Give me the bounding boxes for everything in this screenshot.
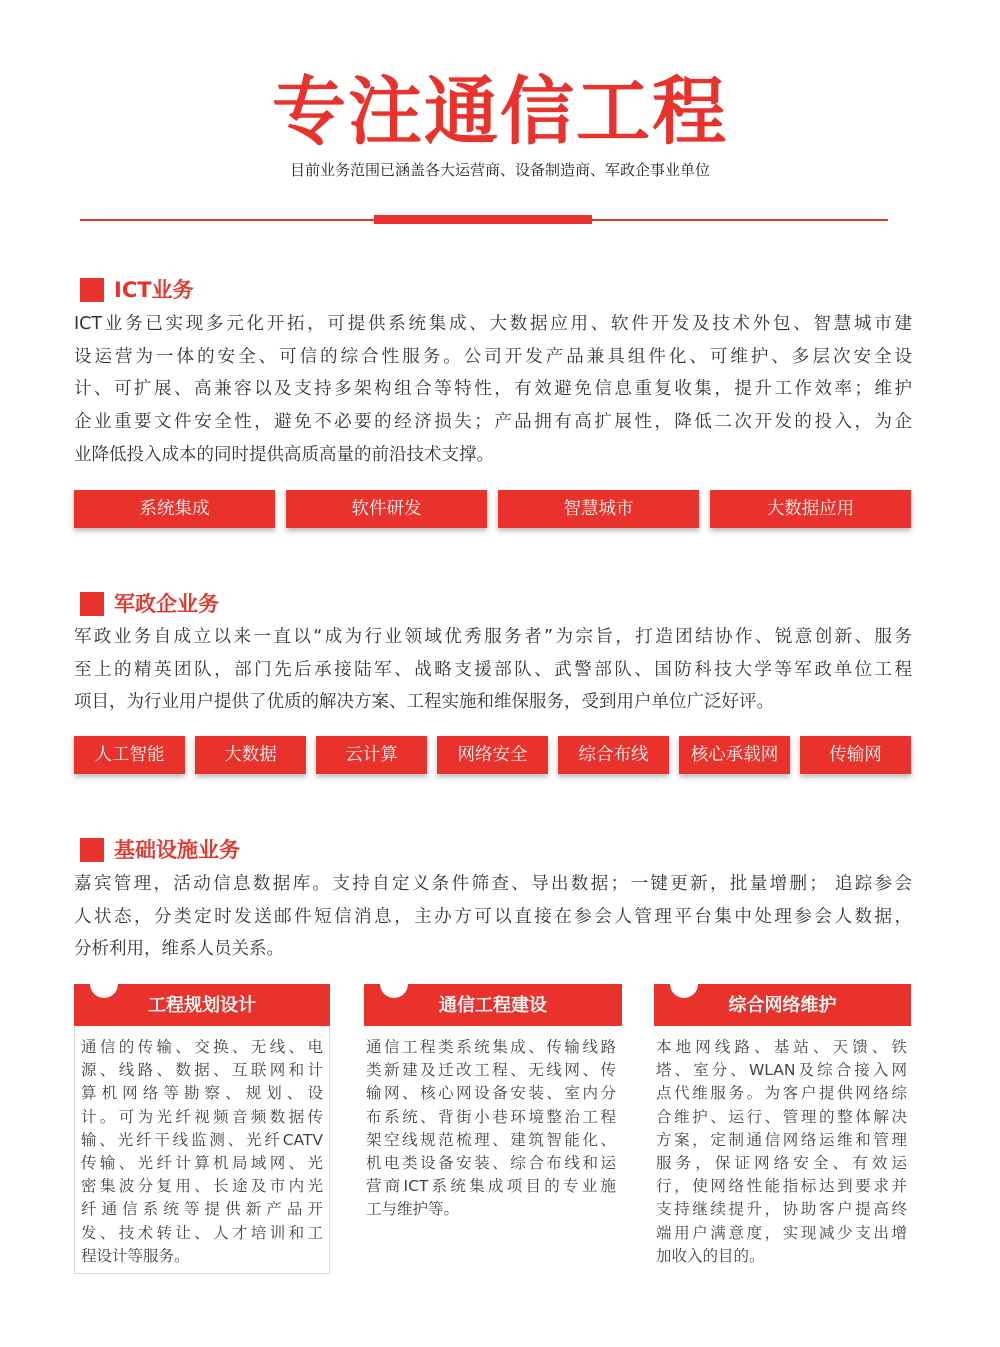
- card-line: 架空线规范梳理、建筑智能化、: [366, 1130, 616, 1149]
- tag-network-security: 网络安全: [437, 736, 548, 774]
- card-line: 算机网络等勘察、规划、设: [81, 1084, 323, 1103]
- card-line: 工与维护等。: [366, 1200, 460, 1219]
- card-title: 通信工程建设: [439, 995, 547, 1016]
- card-line: 本地网线路、基站、天馈、铁: [656, 1038, 907, 1056]
- card-comm-construction-body: [364, 1026, 622, 1274]
- paragraph-line: 设运营为一体的安全、可信的综合性服务。公司开发产品兼具组件化、可维护、多层次安全设: [74, 346, 912, 367]
- section-ict-heading: [80, 276, 194, 304]
- paragraph-line: 至上的精英团队，部门先后承接陆军、战略支援部队、武警部队、国防科技大学等军政单位工程: [74, 659, 912, 680]
- card-line: 通信工程类系统集成、传输线路: [366, 1038, 616, 1056]
- section-military-heading: [80, 590, 219, 618]
- tag-big-data: 大数据: [195, 736, 306, 774]
- card-line: 点代维服务。为客户提供网络综: [656, 1084, 907, 1103]
- card-line: 密集波分复用、长途及市内光: [81, 1177, 323, 1196]
- card-line: 行，使网络性能指标达到要求并: [656, 1177, 907, 1196]
- paragraph-line: 军政业务自成立以来一直以“成为行业领域优秀服务者”为宗旨，打造团结协作、锐意创新、服务: [74, 627, 912, 647]
- section-marker-icon: [80, 278, 104, 302]
- paragraph-line: 业降低投入成本的同时提供高质高量的前沿技术支撑。: [74, 444, 494, 465]
- section-military-paragraph: [74, 621, 912, 719]
- card-line: 类新建及迁改工程、无线网、传: [366, 1061, 616, 1080]
- section-military-title: 军政企业务: [114, 592, 219, 616]
- tag-cabling: 综合布线: [558, 736, 669, 774]
- card-line: 输、光纤干线监测、光纤CATV: [81, 1130, 323, 1149]
- card-line: 计。可为光纤视频音频数据传: [81, 1107, 323, 1126]
- section-ict-title: ICT业务: [114, 278, 194, 302]
- section-marker-icon: [80, 838, 104, 862]
- card-line: 源、线路、数据、互联网和计: [81, 1061, 323, 1080]
- card-line: 程设计等服务。: [81, 1246, 190, 1265]
- tag-ai: 人工智能: [74, 736, 185, 774]
- card-line: 纤通信系统等提供新产品开: [81, 1200, 323, 1219]
- card-line: 布系统、背街小巷环境整治工程: [366, 1107, 616, 1126]
- paragraph-line: 分析利用，维系人员关系。: [74, 939, 284, 960]
- card-network-maintenance-header: [654, 984, 911, 1026]
- card-notch: [670, 984, 698, 998]
- tag-smart-city: 智慧城市: [498, 490, 699, 528]
- section-marker-icon: [80, 592, 104, 616]
- paragraph-line: 计、可扩展、高兼容以及支持多架构组合等特性，有效避免信息重复收集，提升工作效率；维护: [74, 379, 912, 400]
- tag-big-data-app: 大数据应用: [710, 490, 911, 528]
- card-line: 机电类设备安装、综合布线和运: [366, 1154, 616, 1173]
- page-title: 专注通信工程: [272, 69, 728, 155]
- card-line: 端用户满意度，实现减少支出增: [656, 1223, 907, 1242]
- card-line: 传输、光纤计算机局域网、光: [81, 1154, 323, 1173]
- card-line: 营商ICT系统集成项目的专业施: [366, 1177, 616, 1196]
- tag-cloud-computing: 云计算: [316, 736, 427, 774]
- section-infra-heading: [80, 836, 240, 864]
- card-line: 服务，保证网络安全、有效运: [656, 1154, 907, 1173]
- card-line: 塔、室分、WLAN及综合接入网: [656, 1061, 907, 1080]
- section-infra-title: 基础设施业务: [114, 838, 240, 862]
- header-divider-bar: [374, 215, 592, 224]
- card-comm-construction-header: [364, 984, 622, 1026]
- card-line: 加收入的目的。: [656, 1246, 765, 1265]
- paragraph-line: 企业重要文件安全性，避免不必要的经济损失；产品拥有高扩展性，降低二次开发的投入，为企: [74, 412, 912, 433]
- card-engineering-design-header: [74, 984, 330, 1026]
- paragraph-line: 嘉宾管理，活动信息数据库。支持自定义条件筛查、导出数据；一键更新，批量增删； 追踪参会: [74, 874, 912, 894]
- tag-system-integration: 系统集成: [74, 490, 275, 528]
- card-line: 发、技术转让、人才培训和工: [81, 1223, 323, 1242]
- card-title: 工程规划设计: [148, 995, 256, 1016]
- tag-core-bearer-network: 核心承载网: [679, 736, 790, 774]
- tag-software-dev: 软件研发: [286, 490, 487, 528]
- card-line: 通信的传输、交换、无线、电: [81, 1038, 323, 1056]
- card-engineering-design-body: [74, 1026, 330, 1274]
- card-line: 支持继续提升，协助客户提高终: [656, 1200, 907, 1219]
- card-line: 输网、核心网设备安装、室内分: [366, 1084, 616, 1103]
- card-line: 合维护、运行、管理的整体解决: [656, 1107, 907, 1126]
- card-notch: [90, 984, 118, 998]
- card-network-maintenance-body: [654, 1026, 911, 1274]
- paragraph-line: ICT业务已实现多元化开拓，可提供系统集成、大数据应用、软件开发及技术外包、智慧城市建: [74, 314, 912, 334]
- section-infra-paragraph: [74, 868, 912, 966]
- paragraph-line: 项目，为行业用户提供了优质的解决方案、工程实施和维保服务，受到用户单位广泛好评。: [74, 692, 774, 713]
- card-title: 综合网络维护: [728, 995, 837, 1016]
- section-ict-paragraph: [74, 308, 912, 472]
- tag-transport-network: 传输网: [800, 736, 911, 774]
- card-line: 方案，定制通信网络运维和管理: [656, 1130, 907, 1149]
- card-notch: [380, 984, 408, 998]
- paragraph-line: 人状态，分类定时发送邮件短信消息，主办方可以直接在参会人管理平台集中处理参会人数据，: [74, 906, 912, 927]
- page-subtitle: 目前业务范围已涵盖各大运营商、设备制造商、军政企事业单位: [289, 161, 710, 179]
